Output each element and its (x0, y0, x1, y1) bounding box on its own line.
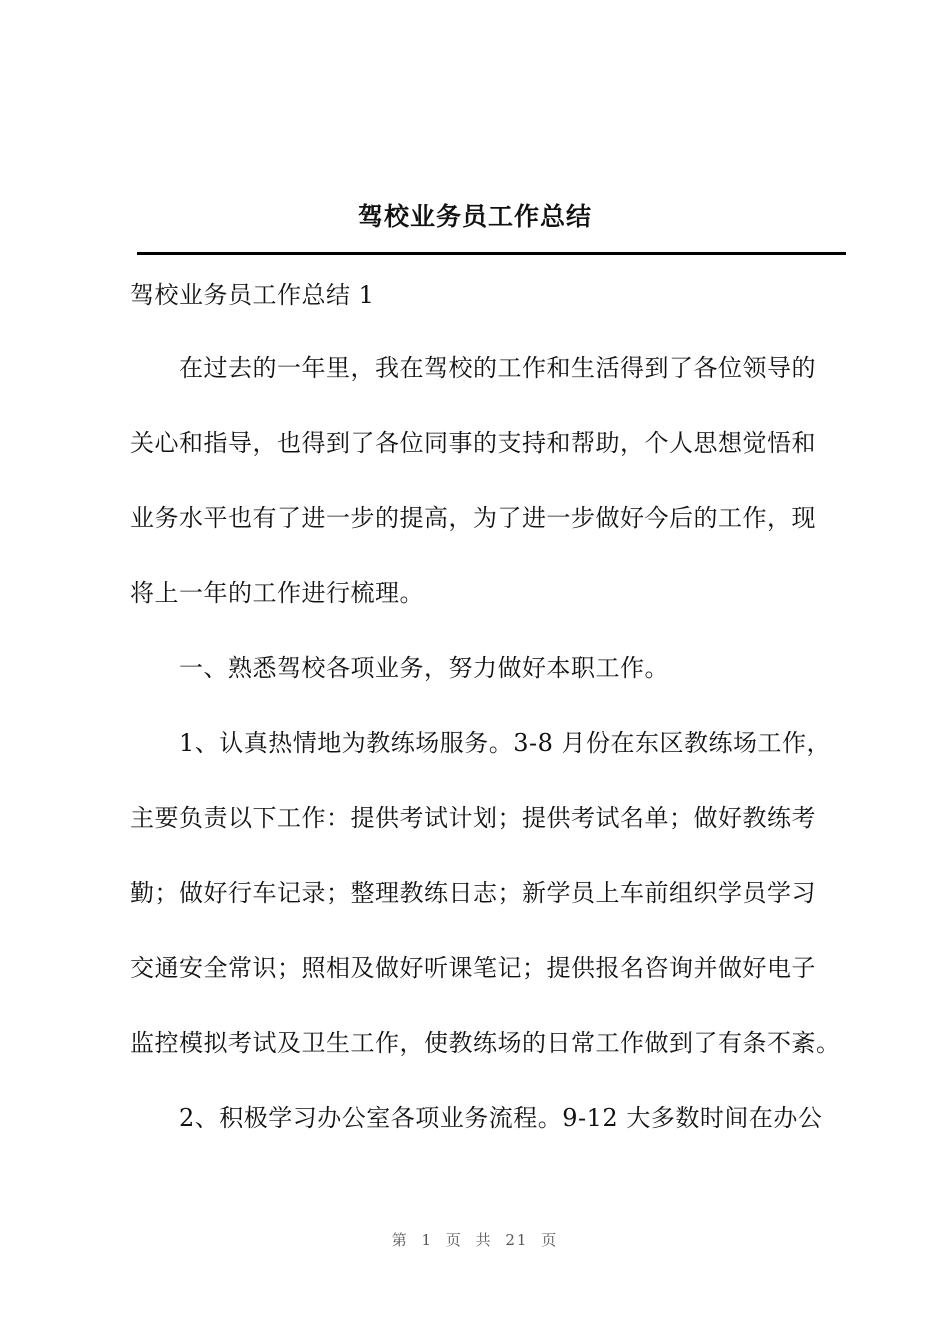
body-line: 监控模拟考试及卫生工作，使教练场的日常工作做到了有条不紊。 (130, 1029, 841, 1057)
body-line: 主要负责以下工作：提供考试计划；提供考试名单；做好教练考 (130, 804, 816, 832)
body-line: 关心和指导，也得到了各位同事的支持和帮助，个人思想觉悟和 (130, 429, 816, 457)
page-number-footer: 第 1 页 共 21 页 (391, 1231, 559, 1249)
body-line: 勤；做好行车记录；整理教练日志；新学员上车前组织学员学习 (130, 879, 816, 907)
body-line: 业务水平也有了进一步的提高，为了进一步做好今后的工作，现 (130, 504, 816, 532)
body-line: 1、认真热情地为教练场服务。3-8 月份在东区教练场工作， (130, 729, 832, 757)
body-line: 2、积极学习办公室各项业务流程。9-12 大多数时间在办公 (130, 1104, 823, 1132)
body-line: 交通安全常识；照相及做好听课笔记；提供报名咨询并做好电子 (130, 954, 816, 982)
section-heading: 驾校业务员工作总结 1 (130, 281, 375, 309)
title-divider (137, 252, 846, 255)
page-title: 驾校业务员工作总结 (357, 202, 592, 231)
body-line: 在过去的一年里，我在驾校的工作和生活得到了各位领导的 (130, 354, 816, 382)
body-line: 一、熟悉驾校各项业务，努力做好本职工作。 (130, 654, 669, 682)
body-line: 将上一年的工作进行梳理。 (130, 579, 424, 607)
